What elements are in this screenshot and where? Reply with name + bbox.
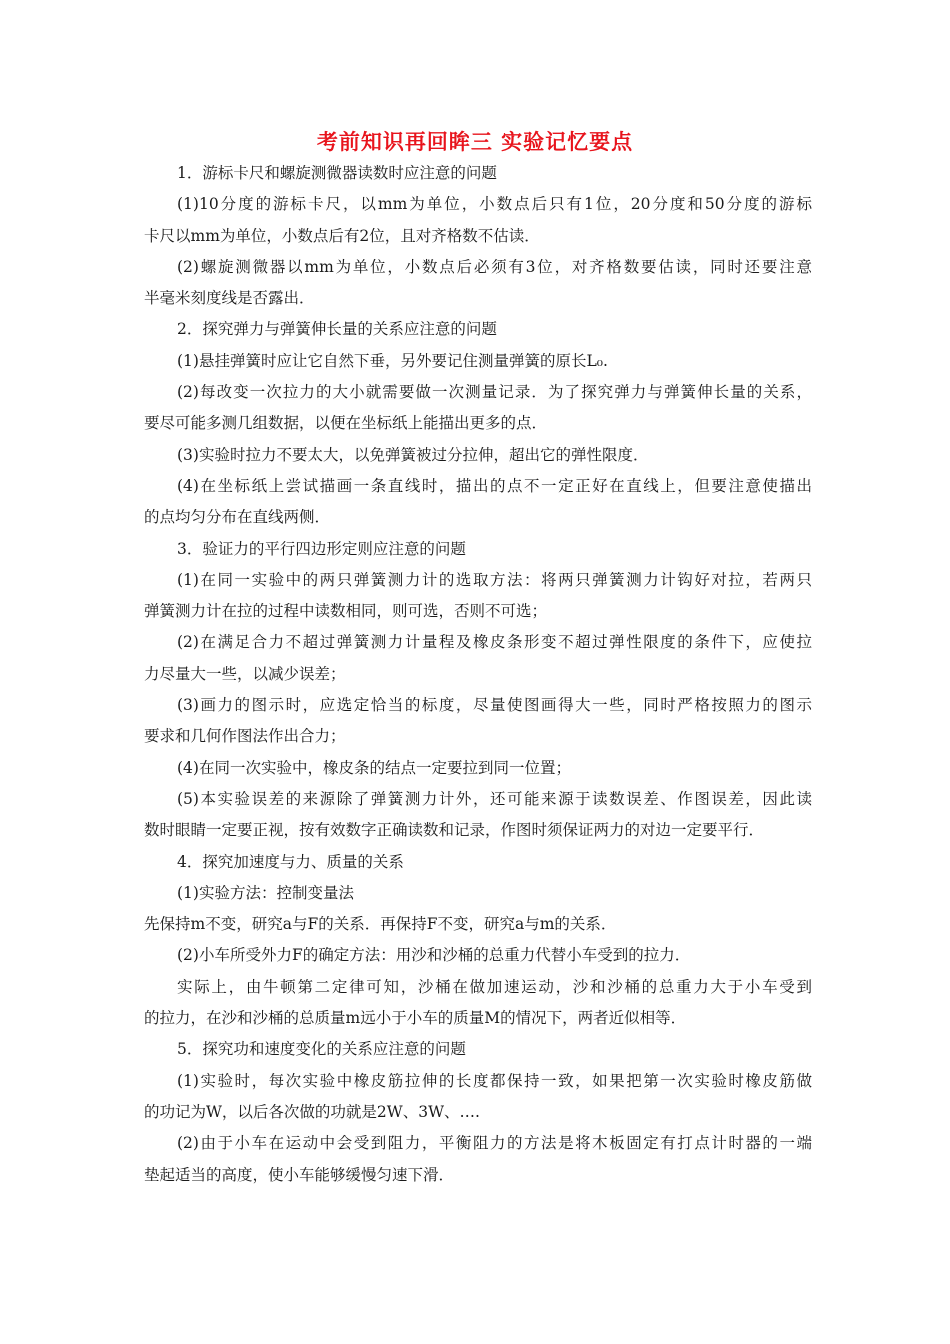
- paragraph-line: (4)在坐标纸上尝试描画一条直线时，描出的点不一定正好在直线上，但要注意使描出: [177, 476, 812, 495]
- paragraph-line: (4)在同一次实验中，橡皮条的结点一定要拉到同一位置；: [177, 758, 571, 777]
- paragraph-line: 半毫米刻度线是否露出．: [144, 289, 315, 308]
- paragraph-line: 垫起适当的高度，使小车能够缓慢匀速下滑．: [144, 1165, 455, 1184]
- section-heading-5: 5．探究功和速度变化的关系应注意的问题: [177, 1040, 466, 1059]
- paragraph-line: (1)在同一实验中的两只弹簧测力计的选取方法：将两只弹簧测力计钩好对拉，若两只: [177, 570, 812, 589]
- document-body: [144, 158, 812, 1191]
- paragraph-line: 的拉力，在沙和沙桶的总质量m远小于小车的质量M的情况下，两者近似相等．: [144, 1009, 687, 1028]
- paragraph-line: 弹簧测力计在拉的过程中读数相同，则可选，否则不可选；: [144, 602, 548, 621]
- paragraph-line: (2)小车所受外力F的确定方法：用沙和沙桶的总重力代替小车受到的拉力．: [177, 946, 691, 965]
- paragraph-line: 卡尺以mm为单位，小数点后有2位，且对齐格数不估读．: [144, 226, 540, 245]
- paragraph-line: 的功记为W，以后各次做的功就是2W、3W、….: [144, 1102, 480, 1121]
- paragraph-line: (2)由于小车在运动中会受到阻力，平衡阻力的方法是将木板固定有打点计时器的一端: [177, 1134, 812, 1153]
- paragraph-line: (2)螺旋测微器以mm为单位，小数点后必须有3位，对齐格数要估读，同时还要注意: [177, 257, 812, 276]
- paragraph-line: (1)实验时，每次实验中橡皮筋拉伸的长度都保持一致，如果把第一次实验时橡皮筋做: [177, 1071, 812, 1090]
- section-heading-3: 3．验证力的平行四边形定则应注意的问题: [177, 539, 466, 558]
- paragraph-line: (1)实验方法：控制变量法: [177, 883, 354, 902]
- page-title: 考前知识再回眸三 实验记忆要点: [316, 129, 634, 154]
- paragraph-line: 先保持m不变，研究a与F的关系．再保持F不变，研究a与m的关系．: [144, 915, 617, 934]
- paragraph-line: (5)本实验误差的来源除了弹簧测力计外，还可能来源于读数误差、作图误差，因此读: [177, 789, 812, 808]
- section-heading-4: 4．探究加速度与力、质量的关系: [177, 852, 404, 871]
- paragraph-line: 要求和几何作图法作出合力；: [144, 727, 346, 746]
- paragraph-line: 的点均匀分布在直线两侧．: [144, 508, 331, 527]
- paragraph-line: 要尽可能多测几组数据，以便在坐标纸上能描出更多的点．: [144, 414, 548, 433]
- paragraph-line: 实际上，由牛顿第二定律可知，沙桶在做加速运动，沙和沙桶的总重力大于小车受到: [177, 977, 812, 996]
- paragraph-line: 力尽量大一些，以减少误差；: [144, 664, 346, 683]
- section-heading-2: 2．探究弹力与弹簧伸长量的关系应注意的问题: [177, 320, 497, 339]
- paragraph-line: (1)悬挂弹簧时应让它自然下垂，另外要记住测量弹簧的原长L₀.: [177, 351, 608, 370]
- section-heading-1: 1．游标卡尺和螺旋测微器读数时应注意的问题: [177, 164, 497, 182]
- paragraph-line: 数时眼睛一定要正视，按有效数字正确读数和记录，作图时须保证两力的对边一定要平行．: [144, 821, 765, 840]
- paragraph-line: (2)在满足合力不超过弹簧测力计量程及橡皮条形变不超过弹性限度的条件下，应使拉: [177, 633, 812, 652]
- paragraph-line: (3)画力的图示时，应选定恰当的标度，尽量使图画得大一些，同时严格按照力的图示: [177, 696, 812, 715]
- paragraph-line: (2)每改变一次拉力的大小就需要做一次测量记录．为了探究弹力与弹簧伸长量的关系，: [177, 383, 812, 402]
- paragraph-line: (1)10分度的游标卡尺，以mm为单位，小数点后只有1位，20分度和50分度的游标: [177, 195, 812, 214]
- paragraph-line: (3)实验时拉力不要太大，以免弹簧被过分拉伸，超出它的弹性限度．: [177, 445, 649, 464]
